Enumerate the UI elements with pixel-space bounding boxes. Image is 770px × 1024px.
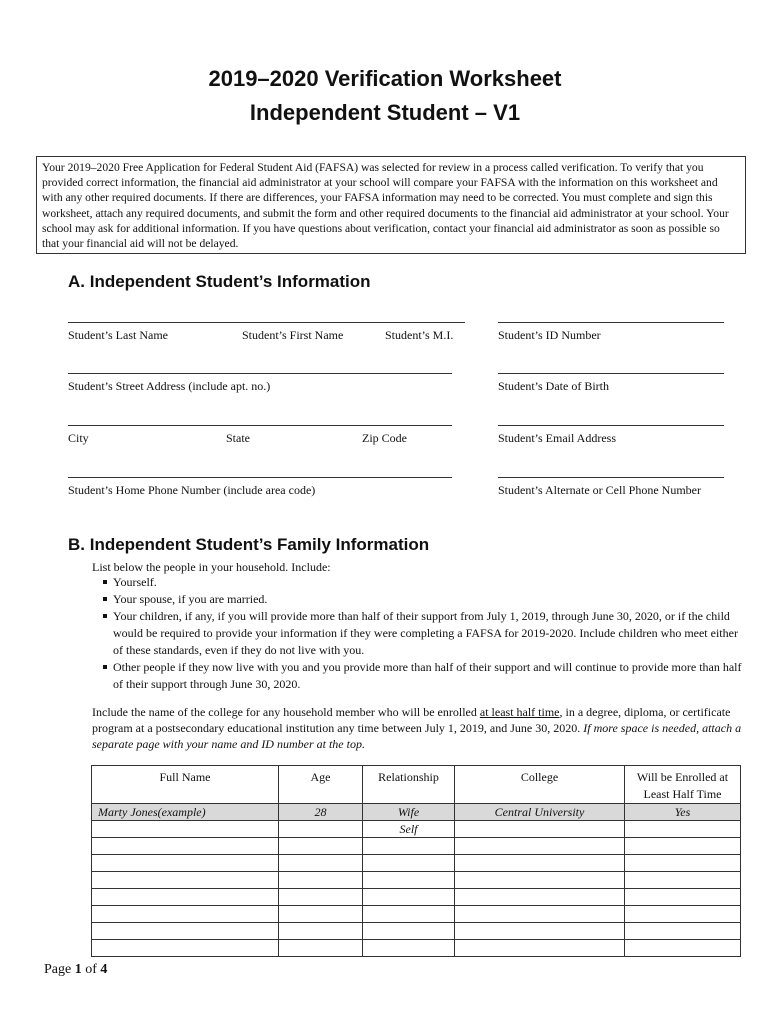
example-row: [92, 804, 741, 821]
alt-phone-line: [498, 477, 724, 478]
worksheet-title-line2: Independent Student – V1: [249, 100, 521, 125]
name-line: [68, 322, 465, 323]
name-cell[interactable]: [92, 906, 279, 923]
mi-label: Student’s M.I.: [385, 328, 454, 342]
relationship-cell[interactable]: [363, 855, 455, 872]
table-row: [92, 889, 741, 906]
name-cell[interactable]: [92, 940, 279, 957]
more-space-note: If more space is needed, attach a separate page with your name and ID number at the top.: [92, 721, 742, 751]
relationship-cell[interactable]: [363, 838, 455, 855]
relationship-cell[interactable]: [363, 889, 455, 906]
page-number: [44, 962, 107, 978]
table-row: [92, 855, 741, 872]
at-least-half-time: at least half time: [479, 705, 560, 719]
full-name-header: Full Name: [92, 766, 279, 804]
include-paragraph: [92, 704, 742, 752]
age-cell[interactable]: [279, 889, 363, 906]
half-time-header: Will be Enrolled at Least Half Time: [625, 766, 741, 804]
page-total: 4: [100, 962, 108, 977]
relationship-cell[interactable]: [363, 906, 455, 923]
household-bullet-list: [92, 574, 742, 693]
household-table: [91, 765, 741, 957]
date-of-birth-label: Student’s Date of Birth: [498, 379, 609, 393]
bullet-item: Your children, if any, if you will provide more than half of their support from July 1, 2019, through June 30, 2020, or if the child would be required to provide your information if they were completing a FAFSA for 2019-2020. Include children who meet either of these standards, even if they do not live with you.: [92, 608, 742, 659]
college-cell[interactable]: [455, 906, 625, 923]
half-time-cell[interactable]: [625, 855, 741, 872]
first-name-label: Student’s First Name: [242, 328, 344, 342]
age-cell[interactable]: [279, 906, 363, 923]
half-time-cell[interactable]: [625, 923, 741, 940]
example-half-time: Yes: [625, 804, 741, 821]
table-row: [92, 838, 741, 855]
home-phone-line: [68, 477, 452, 478]
bullet-item: Your spouse, if you are married.: [92, 591, 742, 608]
age-header: Age: [279, 766, 363, 804]
home-phone-label: Student’s Home Phone Number (include area code): [68, 483, 316, 497]
half-time-cell[interactable]: [625, 821, 741, 838]
half-time-cell[interactable]: [625, 872, 741, 889]
email-label: Student’s Email Address: [498, 431, 616, 445]
street-address-label: Student’s Street Address (include apt. no.): [68, 379, 271, 393]
age-cell[interactable]: [279, 872, 363, 889]
relationship-cell[interactable]: [363, 872, 455, 889]
relationship-header: Relationship: [363, 766, 455, 804]
include-text-1: Include the name of the college for any household member who will be enrolled: [92, 705, 480, 719]
college-cell[interactable]: [455, 889, 625, 906]
half-time-cell[interactable]: [625, 838, 741, 855]
age-cell[interactable]: [279, 821, 363, 838]
name-cell[interactable]: [92, 855, 279, 872]
last-name-label: Student’s Last Name: [68, 328, 168, 342]
table-row: [92, 923, 741, 940]
half-time-cell[interactable]: [625, 889, 741, 906]
college-cell[interactable]: [455, 923, 625, 940]
date-of-birth-line: [498, 373, 724, 374]
email-line: [498, 425, 724, 426]
college-cell[interactable]: [455, 838, 625, 855]
self-relationship-cell: Self: [363, 821, 455, 838]
name-cell[interactable]: [92, 838, 279, 855]
worksheet-title-line1: 2019–2020 Verification Worksheet: [208, 66, 562, 91]
age-cell[interactable]: [279, 940, 363, 957]
relationship-cell[interactable]: [363, 923, 455, 940]
college-cell[interactable]: [455, 855, 625, 872]
household-list-intro: List below the people in your household. Include:: [92, 560, 331, 574]
table-row: [92, 940, 741, 957]
page-prefix: Page: [44, 962, 75, 977]
bullet-item: Yourself.: [92, 574, 742, 591]
alt-phone-label: Student’s Alternate or Cell Phone Number: [498, 483, 701, 497]
section-b-heading: B. Independent Student’s Family Information: [68, 535, 430, 554]
name-cell[interactable]: [92, 872, 279, 889]
college-cell[interactable]: [455, 872, 625, 889]
example-relationship: Wife: [363, 804, 455, 821]
id-number-line: [498, 322, 724, 323]
id-number-label: Student’s ID Number: [498, 328, 601, 342]
name-cell[interactable]: [92, 821, 279, 838]
self-row: [92, 821, 741, 838]
half-time-cell[interactable]: [625, 906, 741, 923]
table-row: [92, 872, 741, 889]
include-text-2: , in a degree, diploma, or certificate program at a postsecondary educational institution any time between July 1, 2019, and June 30, 2020.: [92, 705, 731, 735]
example-college: Central University: [455, 804, 625, 821]
example-age: 28: [279, 804, 363, 821]
name-cell[interactable]: [92, 889, 279, 906]
street-address-line: [68, 373, 452, 374]
age-cell[interactable]: [279, 838, 363, 855]
page-middle: of: [81, 962, 101, 977]
age-cell[interactable]: [279, 855, 363, 872]
example-name: Marty Jones(example): [92, 804, 279, 821]
half-time-cell[interactable]: [625, 940, 741, 957]
zip-label: Zip Code: [362, 431, 407, 445]
city-state-zip-line: [68, 425, 452, 426]
table-row: [92, 906, 741, 923]
city-label: City: [68, 431, 89, 445]
college-cell[interactable]: [455, 821, 625, 838]
name-cell[interactable]: [92, 923, 279, 940]
bullet-item: Other people if they now live with you and you provide more than half of their support and will continue to provide more than half of their support through June 30, 2020.: [92, 659, 742, 693]
section-a-heading: A. Independent Student’s Information: [68, 272, 371, 291]
relationship-cell[interactable]: [363, 940, 455, 957]
page-current: 1: [74, 962, 82, 977]
state-label: State: [226, 431, 250, 445]
college-header: College: [455, 766, 625, 804]
intro-box: Your 2019–2020 Free Application for Federal Student Aid (FAFSA) was selected for review in a process called verification. To verify that you provided correct information, the financial aid administrator at your school will compare your FAFSA with the information on this worksheet and with any other required documents. If there are differences, your FAFSA information may need to be corrected. You must complete and sign this worksheet, attach any required documents, and submit the form and other required documents to the financial aid administrator at your school. Your school may ask for additional information. If you have questions about verification, contact your financial aid administrator as soon as possible so that your financial aid will not be delayed.: [36, 156, 746, 254]
age-cell[interactable]: [279, 923, 363, 940]
college-cell[interactable]: [455, 940, 625, 957]
table-header-row: [92, 766, 741, 804]
